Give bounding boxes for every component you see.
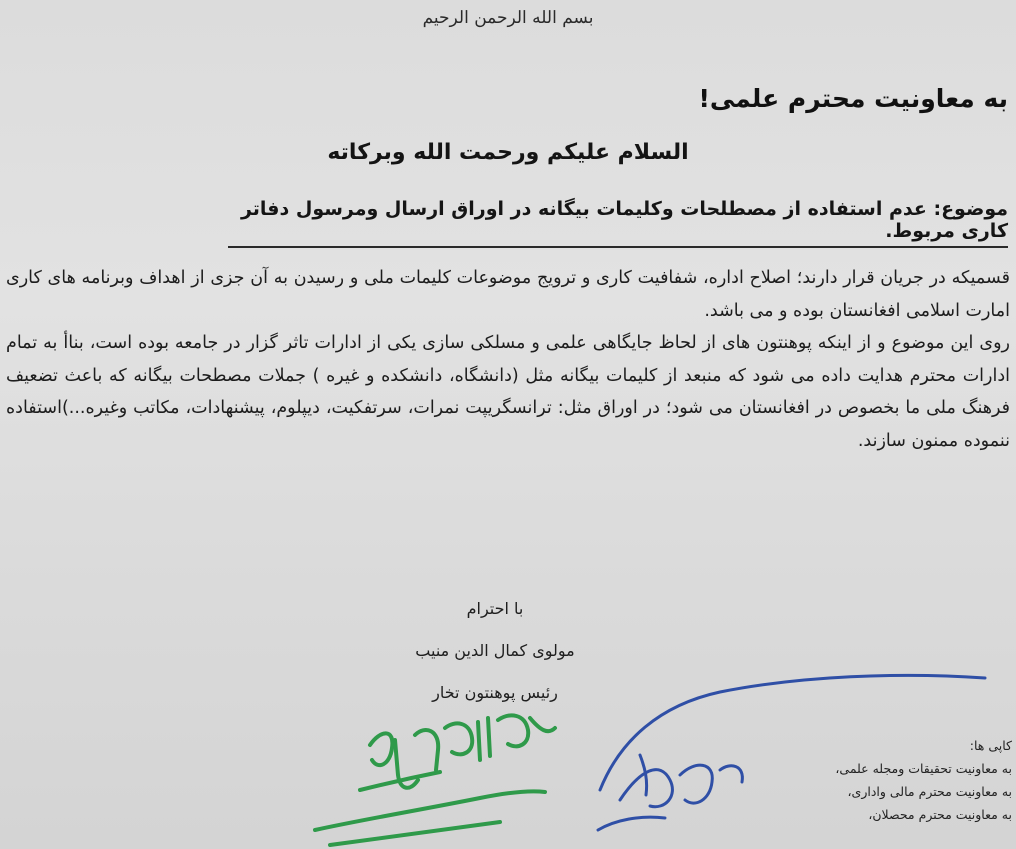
closing-block [380,588,610,714]
letter-body [6,262,1010,457]
subject-text: عدم استفاده از مصطلحات وکلیمات بیگانه در اوراق ارسال ومرسول دفاتر کاری مربوط. [240,198,1008,242]
copies-item: به معاونیت محترم مالی واداری، [847,784,1012,799]
subject-line [228,198,1008,248]
basmala-heading: بسم الله الرحمن الرحیم [422,8,594,28]
copies-block [792,734,1012,826]
copies-item: به معاونیت محترم محصلان، [868,807,1012,822]
copies-label: کاپی ها: [969,738,1012,753]
signer-name: مولوی کمال الدین منیب [415,641,575,660]
signer-title: رئیس پوهنتون تخار [432,683,558,702]
copies-item: به معاونیت تحقیقات ومجله علمی، [835,761,1012,776]
body-paragraph-2: روی این موضوع و از اینکه پوهنتون های از لحاظ جایگاهی علمی و مسلکی سازی یکی از ادارات تاثر گزار در جامعه بوده است، بناأ به تمام ادارات محترم هدایت داده می شود که منبعد از کلیمات بیگانه مثل (دانشگاه، دانشکده و غیره ) جملات مصطحات بیگانه که باعث تضعیف فرهنگ ملی ما بخصوص در افغانستان می شود؛ در اوراق مثل: ترانسگریپت نمرات، سرتفکیت، دیپلوم، پیشنهادات، مکاتب وغیره...)استفاده ننموده ممنون سازند. [6,333,1010,451]
closing-salutation: با احترام [466,599,524,618]
greeting-line: السلام علیکم ورحمت الله وبرکاته [327,140,689,165]
subject-label: موضوع: [933,198,1008,220]
body-paragraph-1: قسمیکه در جریان قرار دارند؛ اصلاح اداره، شفافیت کاری و ترویج موضوعات کلیمات ملی و رسیدن به آن جزی از اهداف وبرنامه های کاری امارت اسلامی افغانستان بوده و می باشد. [6,268,1010,321]
addressee-line: به معاونیت محترم علمی! [698,84,1008,113]
